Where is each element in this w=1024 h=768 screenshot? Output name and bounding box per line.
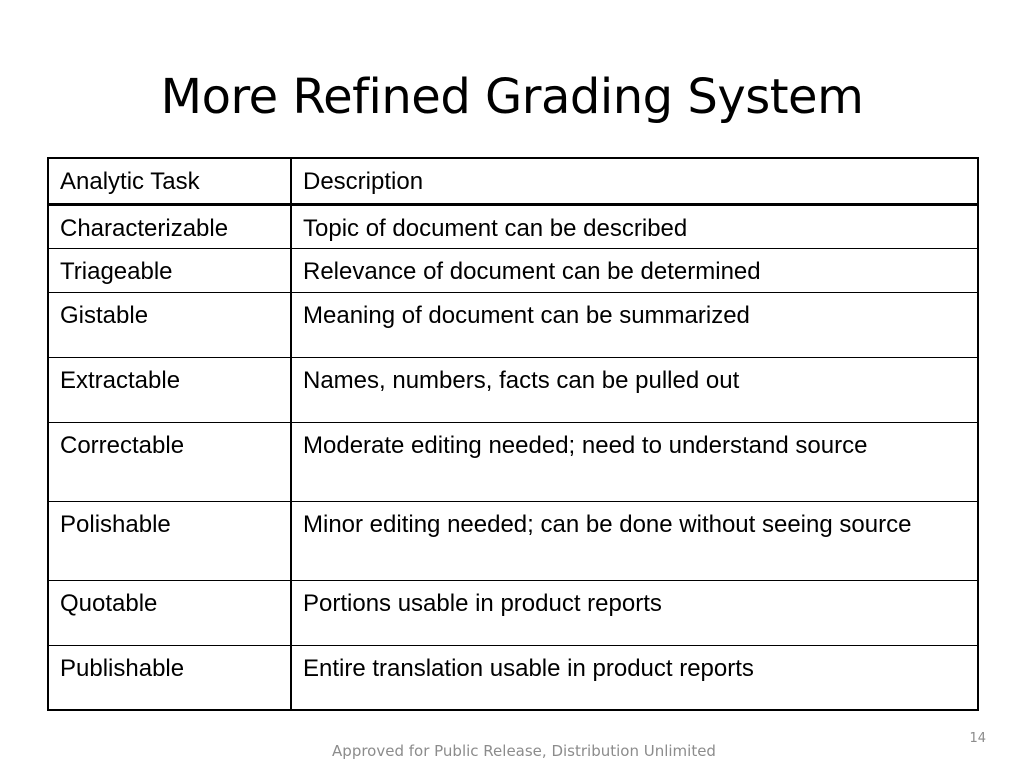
table-header-row [48, 158, 978, 204]
task-cell: Correctable [48, 422, 291, 501]
task-cell: Triageable [48, 248, 291, 292]
column-header-analytic-task: Analytic Task [48, 158, 291, 204]
page-number: 14 [969, 731, 986, 746]
description-cell: Moderate editing needed; need to understand source [291, 422, 978, 501]
column-header-description: Description [291, 158, 978, 204]
description-cell: Names, numbers, facts can be pulled out [291, 357, 978, 422]
description-cell: Entire translation usable in product reports [291, 645, 978, 710]
table-row [48, 204, 978, 248]
task-cell: Polishable [48, 501, 291, 580]
description-cell: Minor editing needed; can be done without seeing source [291, 501, 978, 580]
task-cell: Quotable [48, 580, 291, 645]
table-row [48, 422, 978, 501]
table-row [48, 501, 978, 580]
description-cell: Portions usable in product reports [291, 580, 978, 645]
slide-title: More Refined Grading System [160, 69, 864, 125]
description-cell: Relevance of document can be determined [291, 248, 978, 292]
table-row [48, 248, 978, 292]
table-row [48, 357, 978, 422]
task-cell: Gistable [48, 292, 291, 357]
table-row [48, 292, 978, 357]
description-cell: Topic of document can be described [291, 204, 978, 248]
description-cell: Meaning of document can be summarized [291, 292, 978, 357]
table-row [48, 645, 978, 710]
grading-table [47, 157, 979, 711]
task-cell: Extractable [48, 357, 291, 422]
task-cell: Characterizable [48, 204, 291, 248]
footer-release-notice: Approved for Public Release, Distribution Unlimited [332, 742, 716, 760]
table-row [48, 580, 978, 645]
task-cell: Publishable [48, 645, 291, 710]
